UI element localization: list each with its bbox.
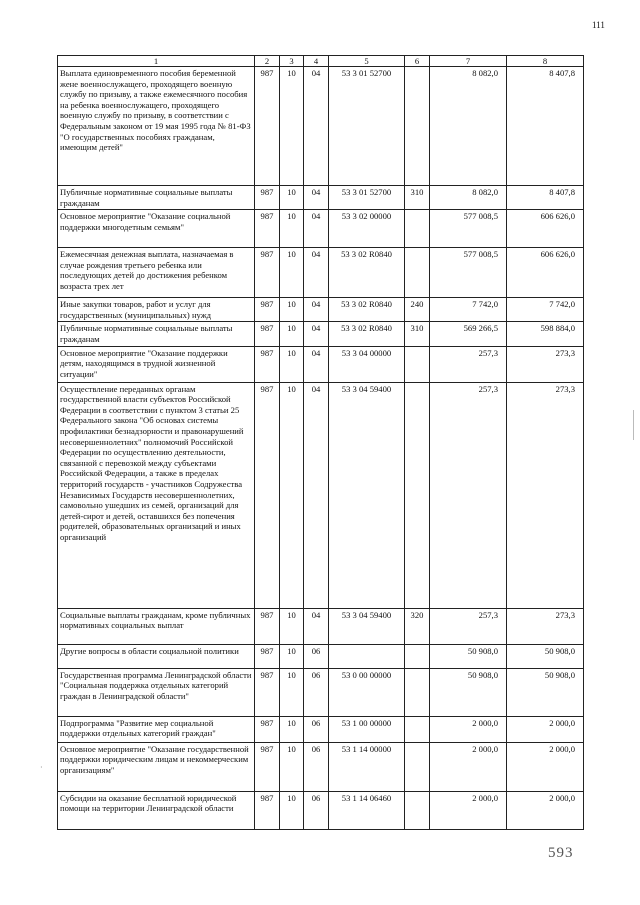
row-name: Основное мероприятие "Оказание государственной поддержки юридическим лицам и некоммерческим организациям" xyxy=(58,742,255,791)
row-cell: 10 xyxy=(280,742,304,791)
row-cell: 50 908,0 xyxy=(507,644,584,668)
row-cell: 2 000,0 xyxy=(507,716,584,742)
header-cell: 4 xyxy=(304,56,329,67)
table-row xyxy=(58,716,584,742)
row-cell: 06 xyxy=(304,742,329,791)
row-cell: 04 xyxy=(304,210,329,248)
row-cell: 53 3 04 59400 xyxy=(329,382,405,608)
row-cell: 10 xyxy=(280,668,304,716)
table-row xyxy=(58,322,584,346)
row-cell: 598 884,0 xyxy=(507,322,584,346)
row-cell: 2 000,0 xyxy=(507,791,584,829)
row-cell: 53 0 00 00000 xyxy=(329,668,405,716)
row-cell: 606 626,0 xyxy=(507,248,584,298)
row-cell xyxy=(405,210,430,248)
row-cell: 2 000,0 xyxy=(507,742,584,791)
row-cell: 8 407,8 xyxy=(507,67,584,186)
row-cell: 10 xyxy=(280,67,304,186)
row-cell: 2 000,0 xyxy=(430,742,507,791)
row-name: Основное мероприятие "Оказание социальной поддержки многодетным семьям" xyxy=(58,210,255,248)
row-cell: 987 xyxy=(255,716,280,742)
header-cell: 7 xyxy=(430,56,507,67)
row-cell: 04 xyxy=(304,298,329,322)
row-cell: 53 3 04 59400 xyxy=(329,608,405,644)
table-row xyxy=(58,382,584,608)
table-row xyxy=(58,742,584,791)
row-cell xyxy=(405,346,430,382)
row-cell: 04 xyxy=(304,248,329,298)
row-cell: 310 xyxy=(405,186,430,210)
row-cell: 53 3 04 00000 xyxy=(329,346,405,382)
row-cell: 257,3 xyxy=(430,608,507,644)
header-cell: 2 xyxy=(255,56,280,67)
budget-table xyxy=(57,55,584,830)
table-row xyxy=(58,210,584,248)
row-cell: 04 xyxy=(304,608,329,644)
row-cell: 273,3 xyxy=(507,608,584,644)
row-cell xyxy=(405,791,430,829)
row-cell xyxy=(405,668,430,716)
header-cell: 5 xyxy=(329,56,405,67)
row-name: Подпрограмма "Развитие мер социальной поддержки отдельных категорий граждан" xyxy=(58,716,255,742)
row-cell: 577 008,5 xyxy=(430,210,507,248)
row-cell: 257,3 xyxy=(430,346,507,382)
row-cell: 8 082,0 xyxy=(430,186,507,210)
row-cell: 240 xyxy=(405,298,430,322)
row-cell: 987 xyxy=(255,346,280,382)
row-cell xyxy=(405,742,430,791)
header-cell: 3 xyxy=(280,56,304,67)
row-name: Основное мероприятие "Оказание поддержки детям, находящимся в трудной жизненной ситуации" xyxy=(58,346,255,382)
page-number: 111 xyxy=(592,20,605,30)
row-cell: 06 xyxy=(304,668,329,716)
row-cell: 10 xyxy=(280,791,304,829)
row-cell xyxy=(405,248,430,298)
row-cell: 10 xyxy=(280,210,304,248)
row-cell: 53 3 02 00000 xyxy=(329,210,405,248)
row-name: Социальные выплаты гражданам, кроме публичных нормативных социальных выплат xyxy=(58,608,255,644)
row-cell: 53 1 14 06460 xyxy=(329,791,405,829)
row-cell: 987 xyxy=(255,186,280,210)
header-row xyxy=(58,56,584,67)
row-cell: 53 3 01 52700 xyxy=(329,67,405,186)
table-row xyxy=(58,668,584,716)
row-cell: 10 xyxy=(280,644,304,668)
row-cell: 987 xyxy=(255,644,280,668)
row-cell: 987 xyxy=(255,608,280,644)
row-cell: 04 xyxy=(304,322,329,346)
row-name: Государственная программа Ленинградской области "Социальная поддержка отдельных категорий граждан в Ленинградской области" xyxy=(58,668,255,716)
row-cell: 53 3 02 R0840 xyxy=(329,298,405,322)
row-cell: 50 908,0 xyxy=(430,644,507,668)
row-cell: 987 xyxy=(255,210,280,248)
row-cell: 2 000,0 xyxy=(430,791,507,829)
row-cell: 569 266,5 xyxy=(430,322,507,346)
row-cell: 53 1 14 00000 xyxy=(329,742,405,791)
row-cell xyxy=(405,644,430,668)
row-cell: 987 xyxy=(255,382,280,608)
row-cell: 10 xyxy=(280,248,304,298)
row-cell: 53 1 00 00000 xyxy=(329,716,405,742)
row-cell: 53 3 01 52700 xyxy=(329,186,405,210)
row-cell: 987 xyxy=(255,67,280,186)
row-cell: 257,3 xyxy=(430,382,507,608)
row-cell xyxy=(405,716,430,742)
row-name: Выплата единовременного пособия беременной жене военнослужащего, проходящего военную службу по призыву, а также ежемесячного пособия на ребенка военнослужащего, проходящего военную службу по призыву, в соответствии с Федеральным законом от 19 мая 1995 года № 81-ФЗ "О государственных пособиях гражданам, имеющим детей" xyxy=(58,67,255,186)
row-cell: 8 082,0 xyxy=(430,67,507,186)
row-cell: 310 xyxy=(405,322,430,346)
row-cell: 04 xyxy=(304,186,329,210)
stamp-number: 593 xyxy=(548,845,574,861)
row-name: Публичные нормативные социальные выплаты гражданам xyxy=(58,322,255,346)
row-name: Публичные нормативные социальные выплаты гражданам xyxy=(58,186,255,210)
row-cell: 577 008,5 xyxy=(430,248,507,298)
row-cell: 53 3 02 R0840 xyxy=(329,248,405,298)
edge-mark xyxy=(633,410,634,440)
row-cell: 320 xyxy=(405,608,430,644)
table-row xyxy=(58,644,584,668)
row-cell: 606 626,0 xyxy=(507,210,584,248)
row-cell: 10 xyxy=(280,608,304,644)
row-cell: 2 000,0 xyxy=(430,716,507,742)
row-cell: 04 xyxy=(304,382,329,608)
table-row xyxy=(58,791,584,829)
row-cell: 06 xyxy=(304,716,329,742)
row-cell: 273,3 xyxy=(507,346,584,382)
row-cell: 7 742,0 xyxy=(430,298,507,322)
row-cell: 10 xyxy=(280,322,304,346)
row-name: Другие вопросы в области социальной политики xyxy=(58,644,255,668)
table-row xyxy=(58,346,584,382)
row-cell: 10 xyxy=(280,186,304,210)
margin-tick: · xyxy=(40,763,43,772)
row-cell xyxy=(405,382,430,608)
row-cell: 10 xyxy=(280,382,304,608)
row-cell: 987 xyxy=(255,298,280,322)
row-cell: 273,3 xyxy=(507,382,584,608)
row-cell: 987 xyxy=(255,668,280,716)
row-cell: 04 xyxy=(304,67,329,186)
row-cell: 10 xyxy=(280,298,304,322)
row-cell xyxy=(405,67,430,186)
table-row xyxy=(58,298,584,322)
row-cell: 8 407,8 xyxy=(507,186,584,210)
row-cell: 10 xyxy=(280,716,304,742)
table-row xyxy=(58,67,584,186)
row-name: Ежемесячная денежная выплата, назначаемая в случае рождения третьего ребенка или последующих детей до достижения ребенком возраста трех лет xyxy=(58,248,255,298)
row-cell: 53 3 02 R0840 xyxy=(329,322,405,346)
row-cell: 10 xyxy=(280,346,304,382)
header-cell: 1 xyxy=(58,56,255,67)
row-cell: 7 742,0 xyxy=(507,298,584,322)
row-cell xyxy=(329,644,405,668)
table-row xyxy=(58,608,584,644)
header-cell: 6 xyxy=(405,56,430,67)
table-row xyxy=(58,248,584,298)
row-cell: 50 908,0 xyxy=(507,668,584,716)
row-cell: 987 xyxy=(255,248,280,298)
row-cell: 06 xyxy=(304,644,329,668)
row-name: Осуществление переданных органам государственной власти субъектов Российской Федерации в соответствии с пунктом 3 статьи 25 Федерального закона "Об основах системы профилактики безнадзорности и правонарушений несовершеннолетних" полномочий Российской Федерации по осуществлению деятельности, связанной с перевозкой между субъектами Российской Федерации, а также в пределах территорий государств - участников Содружества Независимых Государств несовершеннолетних, самовольно ушедших из семей, организаций для детей-сирот и детей, оставшихся без попечения родителей, образовательных организаций и иных организаций xyxy=(58,382,255,608)
table-row xyxy=(58,186,584,210)
row-cell: 50 908,0 xyxy=(430,668,507,716)
row-cell: 987 xyxy=(255,742,280,791)
row-name: Иные закупки товаров, работ и услуг для государственных (муниципальных) нужд xyxy=(58,298,255,322)
row-name: Субсидии на оказание бесплатной юридической помощи на территории Ленинградской области xyxy=(58,791,255,829)
row-cell: 04 xyxy=(304,346,329,382)
row-cell: 987 xyxy=(255,791,280,829)
header-cell: 8 xyxy=(507,56,584,67)
row-cell: 987 xyxy=(255,322,280,346)
row-cell: 06 xyxy=(304,791,329,829)
